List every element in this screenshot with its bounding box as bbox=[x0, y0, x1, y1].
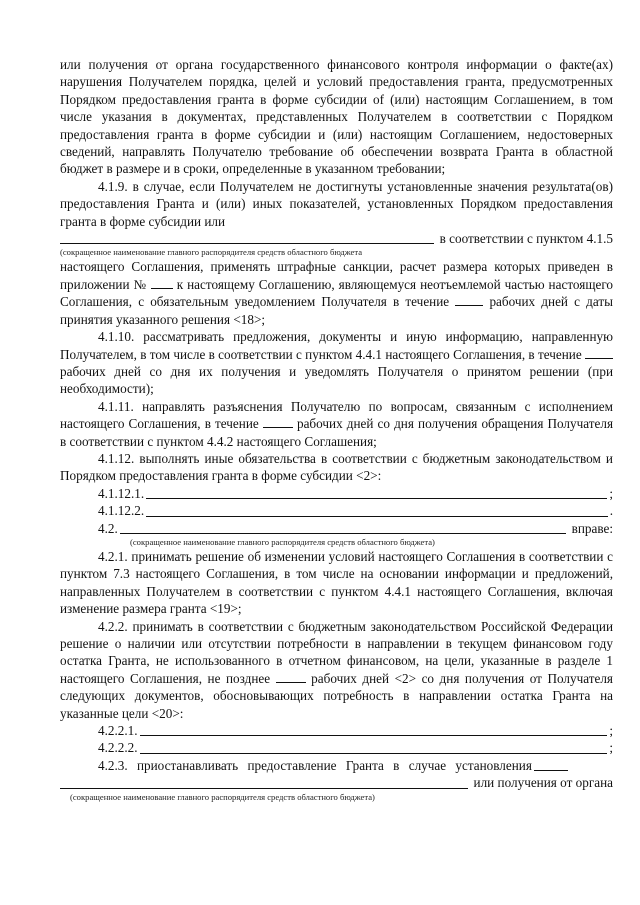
blank-line bbox=[276, 670, 306, 683]
clause-4-1-12-1 bbox=[60, 485, 613, 502]
text-segment: рабочих дней с даты принятия указанного решения <18>; bbox=[60, 294, 613, 327]
text-segment: к настоящему Соглашению, являющемуся неотъемлемой частью настоящего Соглашения, с обязательным уведомлением Получателя в течение bbox=[60, 276, 613, 310]
item-end: ; bbox=[609, 740, 613, 756]
blank-line bbox=[140, 722, 608, 736]
item-end: . bbox=[609, 503, 613, 519]
item-number: 4.1.12.2. bbox=[98, 503, 145, 519]
clause-4-2-2-1 bbox=[60, 722, 613, 739]
blank-line bbox=[60, 230, 434, 244]
blank-line bbox=[60, 775, 468, 789]
clause-4-1-11 bbox=[60, 398, 613, 450]
text-segment: 4.1.10. рассматривать предложения, документы и иную информацию, направленную Получателем, в том числе в соответствии с пунктом 4.4.1 настоящего Соглашения, в течение bbox=[60, 329, 613, 362]
blank-line bbox=[140, 740, 608, 754]
blank-line bbox=[585, 346, 613, 359]
blank-line bbox=[534, 757, 568, 771]
clause-4-2-3 bbox=[60, 757, 613, 774]
blank-line bbox=[151, 276, 173, 289]
blank-line-row bbox=[60, 230, 613, 247]
caption-line: (сокращенное наименование главного распорядителя средств областного бюджета) bbox=[70, 791, 375, 802]
text-segment: рабочих дней со дня их получения и уведомлять Получателя о принятом решении (при необходимости); bbox=[60, 363, 613, 397]
clause-4-2 bbox=[60, 520, 613, 537]
clause-4-1-12-2 bbox=[60, 502, 613, 519]
item-number: 4.2. bbox=[98, 520, 118, 536]
clause-4-1-9: 4.1.9. в случае, если Получателем не достигнуты установленные значения результата(ов) предоставления Гранта и (или) иных показателей, установленных Порядком предоставления гранта в форме субсидии или bbox=[60, 178, 613, 229]
blank-line bbox=[146, 503, 608, 517]
clause-4-1-9-tail: в соответствии с пунктом 4.1.5 bbox=[436, 231, 613, 247]
text-segment: 4.2.3. приостанавливать предоставление Гранта в случае установления bbox=[98, 757, 532, 773]
item-end: вправе: bbox=[568, 520, 613, 536]
item-end: ; bbox=[609, 723, 613, 739]
text-segment: рабочих дней <2> со дня получения от Получателя следующих документов, обосновывающих потребность в направлении остатка Гранта на указанные цели <20>: bbox=[60, 670, 614, 721]
item-number: 4.2.2.1. bbox=[98, 723, 138, 739]
blank-line bbox=[455, 293, 483, 306]
text-segment: настоящего Соглашения, применять штрафные санкции, расчет размера которых приведен в приложении № bbox=[60, 259, 613, 292]
clause-4-1-12: 4.1.12. выполнять иные обязательства в соответствии с бюджетным законодательством и Порядком предоставления гранта в форме субсидии <2>: bbox=[60, 450, 613, 484]
clause-4-1-9-continuation bbox=[60, 258, 613, 328]
caption-line: (сокращенное наименование главного распорядителя средств областного бюджета) bbox=[130, 536, 435, 547]
clause-4-2-1: 4.2.1. принимать решение об изменении условий настоящего Соглашения в соответствии с пунктом 7.3 настоящего Соглашения, в том числе на основании информации и предложений, направленных Получателем в соответствии с пунктом 4.4.1 настоящего Соглашения, включая изменение размера гранта <19>; bbox=[60, 548, 613, 617]
text-segment: 4.2.2. принимать в соответствии с бюджетным законодательством Российской Федерации решение о наличии или отсутствии потребности в направлении в текущем финансовом году остатка Гранта, не использованного в отчетном финансовом, на цели, указанные в разделе 1 настоящего Соглашения, не позднее bbox=[60, 618, 613, 686]
blank-line bbox=[263, 415, 293, 428]
blank-line bbox=[146, 485, 607, 499]
item-end: ; bbox=[609, 485, 613, 501]
blank-line-row bbox=[60, 774, 613, 791]
document-page bbox=[60, 56, 613, 803]
text-segment: 4.1.11. направлять разъяснения Получателю по вопросам, связанным с исполнением настоящего Соглашения, в течение bbox=[60, 398, 613, 432]
clause-4-1-10 bbox=[60, 328, 613, 398]
clause-4-2-2-2 bbox=[60, 739, 613, 756]
clause-4-2-2 bbox=[60, 618, 613, 722]
caption-line: (сокращенное наименование главного распорядителя средств областного бюджета bbox=[60, 247, 363, 258]
paragraph-continuation: или получения от органа государственного финансового контроля информации о факте(ах) нарушения Получателем порядка, целей и условий предоставления гранта, предусмотренных Порядком предоставления гранта в форме субсидии of (или) настоящим Соглашением, в том числе указания в документах, представленных Получателем в соответствии с Порядком предоставления гранта в форме субсидии и (или) настоящим Соглашением, недостоверных сведений, направлять Получателю требование об обеспечении возврата Гранта в областной бюджет в размере и в сроки, определенные в указанном требовании; bbox=[60, 57, 613, 177]
text-segment: рабочих дней со дня получения обращения Получателя в соответствии с пунктом 4.4.2 настоящего Соглашения; bbox=[60, 416, 614, 449]
item-number: 4.2.2.2. bbox=[98, 740, 138, 756]
blank-line bbox=[120, 520, 567, 534]
clause-4-2-3-tail: или получения от органа bbox=[470, 775, 613, 791]
item-number: 4.1.12.1. bbox=[98, 485, 145, 501]
